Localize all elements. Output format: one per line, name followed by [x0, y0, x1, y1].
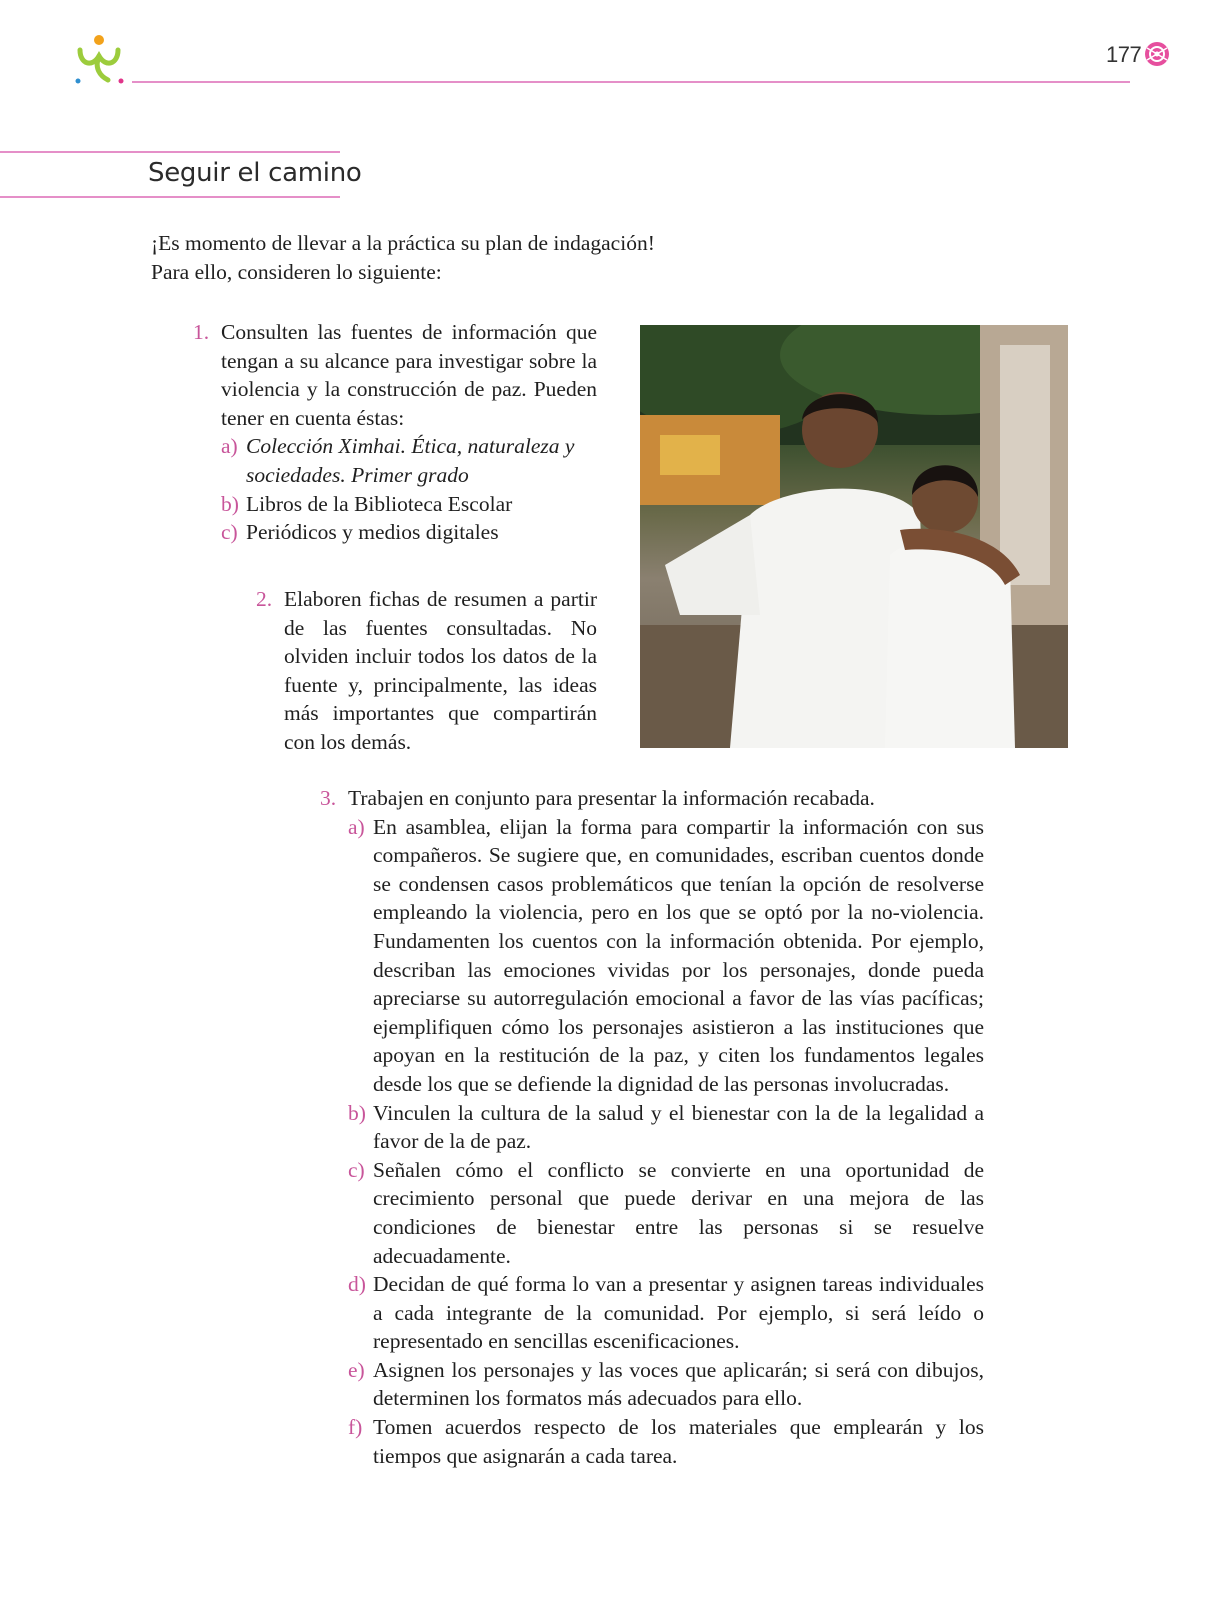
step-text: Elaboren fichas de resumen a partir de las fuentes consultadas. No olviden incluir todos los datos de la fuente y, principalmente, las ideas más importantes que compartirán con los demás. — [284, 587, 597, 754]
step-3 — [320, 784, 984, 1470]
step-number: 3. — [320, 786, 337, 810]
step-number: 1. — [193, 320, 210, 344]
person-logo-icon — [70, 34, 128, 86]
subitem-text: Libros de la Biblioteca Escolar — [246, 491, 513, 516]
subitem-letter: c) — [221, 520, 238, 545]
subitem-letter: a) — [221, 434, 238, 459]
subitem-letter: f) — [348, 1415, 363, 1440]
intro-line-1: ¡Es momento de llevar a la práctica su plan de indagación! — [151, 231, 655, 255]
step-text: Consulten las fuentes de información que tengan a su alcance para investigar sobre la violencia y la construcción de paz. Pueden tener en cuenta éstas: — [221, 320, 597, 430]
subitem-b — [221, 490, 597, 519]
step-1 — [193, 318, 597, 547]
intro-line-2: Para ello, consideren lo siguiente: — [151, 259, 442, 284]
step-number: 2. — [256, 587, 273, 611]
subitem-text: Señalen cómo el conflicto se convierte en una oportunidad de crecimiento personal que puede derivar en una mejora de las condiciones de bienestar entre las personas si se resuelve adecuadamente. — [373, 1157, 984, 1268]
subitem-text: Decidan de qué forma lo van a presentar y asignen tareas individuales a cada integrante de la comunidad. Por ejemplo, si será leído o representado en sencillas escenificaciones. — [373, 1272, 984, 1354]
subitem-c — [221, 518, 597, 547]
step-2 — [256, 585, 597, 757]
subitem-text: Tomen acuerdos respecto de los materiales que emplearán y los tiempos que asignarán a cada tarea. — [373, 1415, 984, 1468]
subitem-letter: b) — [348, 1100, 366, 1125]
subitem-text: Periódicos y medios digitales — [246, 520, 499, 545]
subitem-text: En asamblea, elijan la forma para compartir la información con sus compañeros. Se sugiere que, en comunidades, escriban cuentos donde se condensen casos problemáticos que tenían la opción de resolverse empleando la violencia, pero en los que se optó por la no-violencia. Fundamenten los cuentos con la información obtenida. Por ejemplo, describan las emociones vividas por los personajes, donde pueda apreciarse su autorregulación emocional a favor de las vías pacíficas; ejemplifiquen cómo los personajes asistieron a las instituciones que apoyan en la restitución de la paz, y citen los fundamentos legales desde los que se defiende la dignidad de las personas involucradas. — [373, 814, 984, 1096]
subitem-text: Asignen los personajes y las voces que aplicarán; si será con dibujos, determinen los formatos más adecuados para ello. — [373, 1357, 984, 1411]
subitem-c — [348, 1156, 984, 1270]
subitem-f — [348, 1413, 984, 1470]
subitem-letter: b) — [221, 491, 239, 516]
subitem-a — [221, 432, 597, 489]
title-rule-top — [0, 151, 340, 153]
subitem-d — [348, 1270, 984, 1356]
header-rule — [132, 81, 1130, 83]
subitem-a — [348, 813, 984, 1099]
section-title: Seguir el camino — [148, 158, 362, 188]
subitem-text: Vinculen la cultura de la salud y el bienestar con la de la legalidad a favor de la de paz. — [373, 1100, 984, 1154]
page-number: 177 — [1106, 42, 1142, 67]
subitem-letter: c) — [348, 1157, 365, 1182]
subitem-letter: d) — [348, 1272, 366, 1297]
subitem-e — [348, 1356, 984, 1413]
intro-text — [151, 229, 655, 286]
step-text: Trabajen en conjunto para presentar la información recabada. — [348, 786, 875, 810]
flower-ornament-icon — [1143, 40, 1171, 68]
subitem-b — [348, 1099, 984, 1156]
subitem-letter: a) — [348, 814, 365, 839]
book-title: Colección Ximhai. Ética, naturaleza y sociedades. Primer grado — [246, 434, 575, 487]
title-rule-bottom — [0, 196, 340, 198]
photo-illustration — [640, 325, 1068, 748]
subitem-letter: e) — [348, 1357, 365, 1382]
students-photo — [640, 325, 1068, 748]
